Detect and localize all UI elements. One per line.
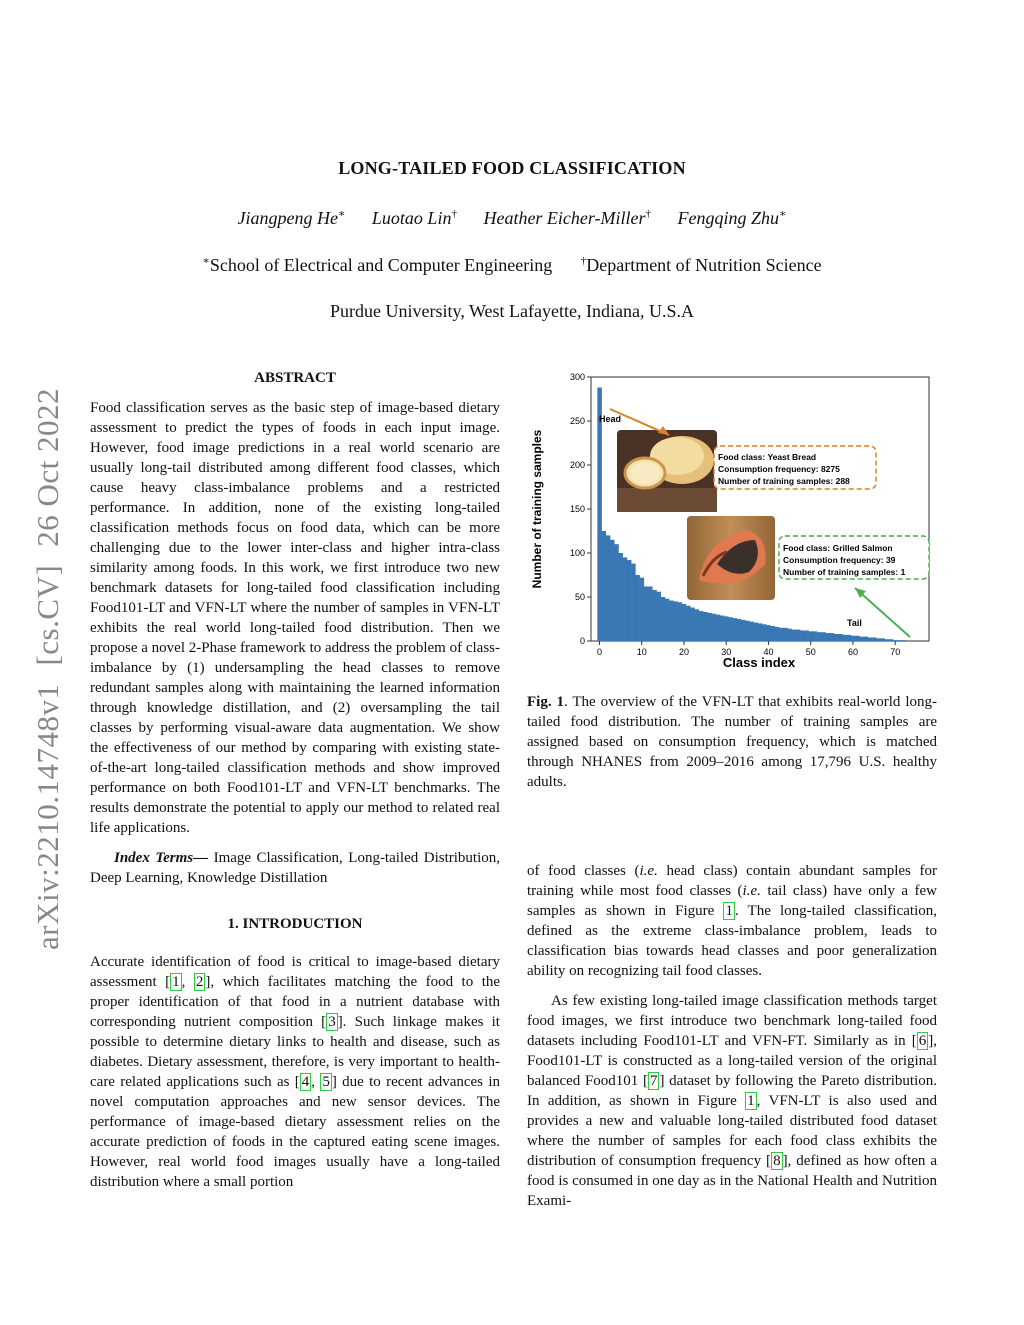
figure-link[interactable]: 1 bbox=[725, 903, 733, 919]
head-info-line: Number of training samples: 288 bbox=[718, 476, 850, 486]
figure-caption bbox=[527, 692, 937, 792]
author-1 bbox=[237, 208, 345, 228]
affiliations bbox=[0, 254, 1024, 276]
tail-info-line: Food class: Grilled Salmon bbox=[783, 543, 893, 553]
text-run: ] dataset by following the Pareto distribution. In addition, as shown in Figure bbox=[527, 1073, 937, 1109]
author-name: Luotao Lin bbox=[371, 208, 452, 228]
bar bbox=[872, 637, 877, 641]
bar bbox=[644, 586, 649, 641]
bar bbox=[817, 632, 822, 641]
x-tick-label: 20 bbox=[678, 647, 689, 657]
y-tick-label: 300 bbox=[569, 372, 585, 382]
bar bbox=[787, 629, 792, 641]
bar bbox=[716, 615, 721, 641]
bar bbox=[707, 613, 712, 641]
bar bbox=[648, 586, 653, 641]
intro-paragraph-3 bbox=[527, 991, 937, 1211]
bar bbox=[855, 636, 860, 641]
caption-label: Fig. 1 bbox=[527, 694, 564, 710]
bar bbox=[737, 619, 742, 641]
bar bbox=[766, 625, 771, 641]
bar bbox=[902, 640, 907, 641]
bar bbox=[661, 597, 666, 641]
x-tick-label: 10 bbox=[636, 647, 647, 657]
author-mark: ∗ bbox=[337, 208, 346, 220]
x-tick-label: 60 bbox=[847, 647, 858, 657]
bar bbox=[614, 544, 619, 641]
figure-1 bbox=[527, 368, 937, 678]
bar bbox=[640, 578, 645, 641]
x-axis-label: Class index bbox=[722, 655, 796, 670]
text-run: , VFN-LT is also used and provides a new and valuable long-tailed distributed food dataset where the number of samples for each food class exhibits the distribution of consumption frequency [ bbox=[527, 1093, 938, 1169]
text-run: , bbox=[181, 974, 194, 990]
bar bbox=[652, 590, 657, 641]
bar bbox=[771, 626, 776, 641]
bar bbox=[792, 630, 797, 641]
text-run: ], Food101-LT is constructed as a long-tailed version of the original balanced Food101 [ bbox=[527, 1033, 937, 1089]
bar bbox=[813, 631, 818, 641]
y-tick-label: 50 bbox=[574, 592, 585, 602]
bar bbox=[623, 557, 628, 641]
author-3 bbox=[483, 208, 651, 228]
bar bbox=[711, 614, 716, 641]
bar bbox=[597, 388, 602, 641]
head-info-line: Consumption frequency: 8275 bbox=[718, 464, 840, 474]
bar bbox=[842, 635, 847, 641]
affiliation-name: Department of Nutrition Science bbox=[586, 255, 822, 275]
citation-link[interactable]: 8 bbox=[773, 1153, 781, 1169]
bar bbox=[758, 623, 763, 641]
caption-text: . The overview of the VFN-LT that exhibits real-world long-tailed food distribution. The number of training samples are assigned based on consumption frequency, which is matched through NHANES from 2009–2016 among 17,796 U.S. healthy adults. bbox=[527, 694, 937, 790]
grilled-salmon-image bbox=[687, 516, 775, 600]
bar bbox=[838, 634, 843, 641]
text-run: , bbox=[311, 1074, 321, 1090]
bar bbox=[686, 606, 691, 641]
bar bbox=[834, 634, 839, 641]
bar bbox=[762, 624, 767, 641]
text-run: As few existing long-tailed image classification methods target food images, we first introduce two benchmark long-tailed food datasets including Food101-LT and VFN-FT. Similarly as in [ bbox=[527, 993, 937, 1049]
bar bbox=[885, 639, 890, 641]
text-run: tail class) have only a few samples as shown in Figure bbox=[527, 883, 937, 919]
bar bbox=[847, 635, 852, 641]
bar bbox=[864, 637, 869, 641]
bar bbox=[699, 611, 704, 641]
bar bbox=[809, 631, 814, 641]
text-run: . The long-tailed classification, defined as the extreme class-imbalance problem, leads to classification bias towards head classes and poor generalization ability on recognizing tail food classes. bbox=[527, 903, 937, 979]
bar bbox=[859, 637, 864, 641]
author-name: Jiangpeng He bbox=[237, 208, 338, 228]
abstract-text: Food classification serves as the basic step of image-based dietary assessment to predict the types of foods in each input image. However, food image predictions in a real world scenario are usually long-tail distributed among different food classes, which cause heavy class-imbalance problems and a restricted performance. In addition, none of the existing long-tailed classification methods focus on food data, which can be more challenging due to the lower inter-class and higher intra-class similarity among foods. In this work, we first introduce two new benchmark datasets for long-tailed food classification including Food101-LT and VFN-LT where the number of samples in VFN-LT exhibits the real world long-tailed food distribution. Then we propose a novel 2-Phase framework to address the problem of class-imbalance by (1) undersampling the head classes to remove redundant samples along with maintaining the learned information through knowledge distillation, and (2) oversampling the tail classes by performing visual-aware data augmentation. We show the effectiveness of our method by comparing with existing state-of-the-art long-tailed classification methods and show improved performance on both Food101-LT and VFN-LT benchmarks. The results demonstrate the potential to apply our method to related real life applications. bbox=[90, 400, 500, 836]
bar bbox=[880, 638, 885, 641]
x-tick-label: 50 bbox=[805, 647, 816, 657]
bar bbox=[703, 612, 708, 641]
citation-link[interactable]: 7 bbox=[649, 1073, 658, 1089]
bar bbox=[783, 628, 788, 641]
y-axis bbox=[570, 372, 591, 646]
bar bbox=[779, 628, 784, 641]
text-run: head class) contain abundant samples for training while most food classes ( bbox=[527, 863, 938, 899]
bar bbox=[695, 609, 700, 641]
bar bbox=[724, 616, 729, 641]
citation-link[interactable]: 1 bbox=[172, 974, 180, 990]
y-axis-label: Number of training samples bbox=[530, 429, 544, 589]
x-tick-label: 0 bbox=[596, 647, 602, 657]
y-tick-label: 0 bbox=[579, 636, 585, 646]
author-list bbox=[0, 207, 1024, 229]
text-run: ], defined as how often a food is consumed in one day as in the National Health and Nutrition Exami- bbox=[527, 1153, 938, 1209]
bar bbox=[610, 540, 615, 641]
bar bbox=[678, 602, 683, 641]
bar bbox=[796, 630, 801, 641]
index-terms-text: Image Classification, Long-tailed Distribution, Deep Learning, Knowledge Distillation bbox=[90, 850, 500, 886]
text-run: Accurate identification of food is critical to image-based dietary assessment [ bbox=[90, 954, 500, 990]
bar bbox=[665, 599, 670, 641]
head-label: Head bbox=[599, 414, 622, 424]
bar bbox=[889, 639, 894, 641]
head-info-line: Food class: Yeast Bread bbox=[718, 452, 817, 462]
bar bbox=[830, 633, 835, 641]
bar bbox=[745, 621, 750, 641]
bar bbox=[618, 553, 623, 641]
right-column bbox=[527, 861, 937, 1211]
y-tick-label: 100 bbox=[569, 548, 585, 558]
bar bbox=[728, 617, 733, 641]
author-mark: ∗ bbox=[779, 208, 787, 220]
author-name: Heather Eicher-Miller bbox=[483, 208, 646, 228]
y-tick-label: 150 bbox=[569, 504, 585, 514]
paper-title: LONG-TAILED FOOD CLASSIFICATION bbox=[338, 158, 686, 178]
text-run: ], which facilitates matching the food to the proper identification of that food in a nutrient database with corresponding nutrient composition [ bbox=[90, 974, 501, 1030]
bar bbox=[720, 615, 725, 641]
intro-heading: 1. INTRODUCTION bbox=[227, 916, 363, 932]
citation-link[interactable]: 3 bbox=[328, 1014, 336, 1030]
x-tick-label: 30 bbox=[721, 647, 732, 657]
affiliation-name: School of Electrical and Computer Engineering bbox=[209, 255, 553, 275]
text-run: ] due to recent advances in novel computation approaches and new sensor devices. The performance of image-based dietary assessment relies on the accurate prediction of foods in the captured eating scene images. However, real world food images usually have a long-tailed distribution where a small portion bbox=[90, 1074, 500, 1190]
text-run: i.e. bbox=[742, 883, 761, 899]
author-mark: † bbox=[645, 208, 652, 220]
tail-info-line: Number of training samples: 1 bbox=[783, 567, 906, 577]
bar bbox=[602, 531, 607, 641]
y-tick-label: 250 bbox=[569, 416, 585, 426]
bar bbox=[897, 640, 902, 641]
bar bbox=[669, 601, 674, 641]
intro-paragraph-2 bbox=[527, 861, 937, 981]
text-run: ]. Such linkage makes it possible to determine dietary links to health and disease, such as diabetes. Dietary assessment, therefore, is very important to health-care related applications such as [ bbox=[90, 1014, 500, 1090]
yeast-bread-image bbox=[617, 430, 717, 512]
author-2 bbox=[372, 208, 457, 228]
author-4 bbox=[678, 208, 787, 228]
affiliation-mark: ∗ bbox=[202, 255, 210, 267]
bar bbox=[635, 575, 640, 641]
bar bbox=[631, 564, 636, 641]
bar bbox=[682, 604, 687, 641]
citation-link[interactable]: 6 bbox=[918, 1033, 927, 1049]
x-tick-label: 40 bbox=[763, 647, 774, 657]
arxiv-id: arXiv:2210.14748v1 bbox=[30, 683, 65, 950]
bar bbox=[754, 623, 759, 641]
index-terms-label: Index Terms— bbox=[114, 850, 209, 866]
text-run: of food classes ( bbox=[527, 863, 640, 879]
author-mark: † bbox=[451, 208, 457, 220]
bar bbox=[606, 535, 611, 641]
bar bbox=[876, 638, 881, 641]
left-column bbox=[90, 368, 500, 1192]
bar bbox=[868, 637, 873, 641]
citation-link[interactable]: 2 bbox=[195, 974, 204, 990]
abstract-heading: ABSTRACT bbox=[254, 370, 336, 386]
bar bbox=[800, 630, 805, 641]
tail-info-line: Consumption frequency: 39 bbox=[783, 555, 896, 565]
university: Purdue University, West Lafayette, Indiana, U.S.A bbox=[330, 301, 694, 321]
tail-label: Tail bbox=[847, 618, 862, 628]
bar bbox=[821, 632, 826, 641]
affiliation-2 bbox=[581, 255, 822, 275]
bar bbox=[749, 622, 754, 641]
arxiv-stamp bbox=[30, 350, 70, 950]
citation-link[interactable]: 4 bbox=[301, 1074, 310, 1090]
affiliation-1 bbox=[202, 255, 552, 275]
x-tick-label: 70 bbox=[890, 647, 901, 657]
bar bbox=[893, 640, 898, 641]
citation-link[interactable]: 5 bbox=[322, 1074, 330, 1090]
bar bbox=[673, 601, 678, 641]
bar bbox=[656, 592, 661, 641]
bar bbox=[804, 630, 809, 641]
y-tick-label: 200 bbox=[569, 460, 585, 470]
arxiv-date: 26 Oct 2022 bbox=[30, 387, 65, 547]
bar bbox=[733, 618, 738, 641]
bar bbox=[690, 608, 695, 641]
bar bbox=[825, 633, 830, 641]
arxiv-category: [cs.CV] bbox=[30, 564, 65, 666]
text-run: i.e. bbox=[639, 863, 658, 879]
bar bbox=[741, 620, 746, 641]
bar bbox=[627, 560, 632, 641]
bar bbox=[775, 627, 780, 641]
index-terms bbox=[90, 848, 500, 888]
bar bbox=[851, 636, 856, 641]
affiliation-mark: † bbox=[580, 255, 587, 267]
intro-paragraph-1 bbox=[90, 952, 500, 1192]
figure-link[interactable]: 1 bbox=[747, 1093, 755, 1109]
author-name: Fengqing Zhu bbox=[677, 208, 780, 228]
